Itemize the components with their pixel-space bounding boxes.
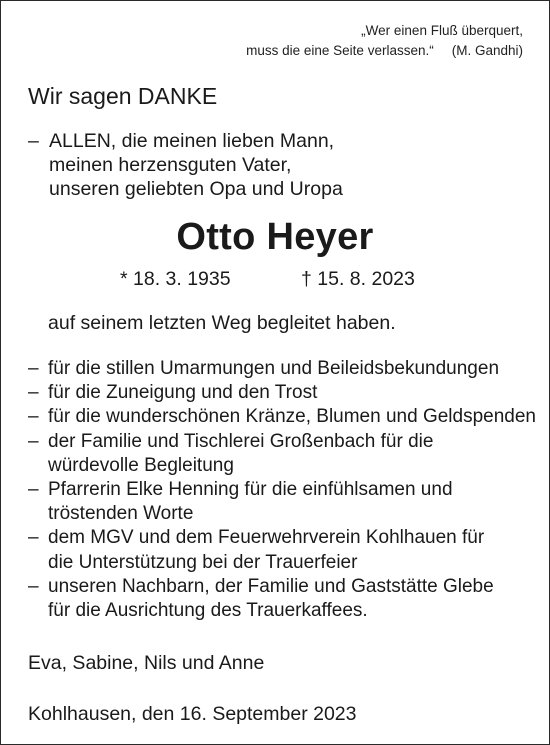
- dash-bullet: –: [28, 527, 39, 549]
- intro-text: unseren geliebten Opa und Uropa: [49, 178, 343, 200]
- death-date: † 15. 8. 2023: [301, 268, 415, 290]
- list-item: [28, 357, 536, 381]
- deceased-name: Otto Heyer: [176, 216, 374, 258]
- dash-bullet: –: [28, 575, 39, 597]
- dash-bullet: –: [28, 479, 39, 501]
- list-item-text: für die Zuneigung und den Trost: [48, 382, 318, 404]
- thanks-list: [28, 357, 536, 623]
- list-item-text: der Familie und Tischlerei Großenbach für die: [48, 430, 434, 452]
- dash-bullet: –: [28, 382, 39, 404]
- thank-you-heading: Wir sagen DANKE: [28, 83, 218, 109]
- list-item-text: für die Ausrichtung des Trauerkaffees.: [48, 600, 368, 622]
- list-item: [28, 526, 536, 574]
- dash-bullet: –: [28, 430, 39, 452]
- place-and-date: Kohlhausen, den 16. September 2023: [28, 703, 357, 725]
- intro-block: [28, 129, 343, 201]
- list-item-text: tröstenden Worte: [48, 503, 194, 525]
- dash-bullet: –: [28, 406, 39, 428]
- list-item: [28, 430, 536, 478]
- list-item-text: Pfarrerin Elke Henning für die einfühlsamen und: [48, 479, 453, 501]
- birth-date: * 18. 3. 1935: [120, 268, 231, 290]
- quote-line-1: „Wer einen Fluß überquert,: [361, 23, 523, 38]
- list-item: [28, 405, 536, 429]
- list-item-text: die Unterstützung bei der Trauerfeier: [48, 551, 358, 573]
- list-item-text: würdevolle Begleitung: [48, 454, 234, 476]
- list-item: [28, 575, 536, 623]
- list-item-text: unseren Nachbarn, der Familie und Gaststätte Glebe: [48, 575, 494, 597]
- dash-bullet: –: [28, 130, 39, 152]
- gandhi-quote: [246, 21, 523, 61]
- list-item-text: für die stillen Umarmungen und Beileidsbekundungen: [48, 358, 500, 379]
- signers: Eva, Sabine, Nils und Anne: [28, 652, 265, 674]
- list-item: [28, 478, 536, 526]
- intro-line: [28, 153, 343, 177]
- intro-line: [28, 177, 343, 201]
- dash-bullet: –: [28, 358, 39, 379]
- list-item: [28, 381, 536, 405]
- list-item-text: für die wunderschönen Kränze, Blumen und Geldspenden: [48, 406, 536, 428]
- intro-text: ALLEN, die meinen lieben Mann,: [49, 130, 335, 152]
- list-item-text: dem MGV und dem Feuerwehrverein Kohlhauen für: [48, 527, 485, 549]
- closing-line: auf seinem letzten Weg begleitet haben.: [48, 312, 396, 334]
- intro-text: meinen herzensguten Vater,: [49, 154, 292, 176]
- intro-line: [28, 129, 343, 153]
- quote-text: muss die eine Seite verlassen.“: [246, 43, 434, 58]
- quote-author: (M. Gandhi): [451, 43, 523, 58]
- quote-line-2: [246, 41, 523, 61]
